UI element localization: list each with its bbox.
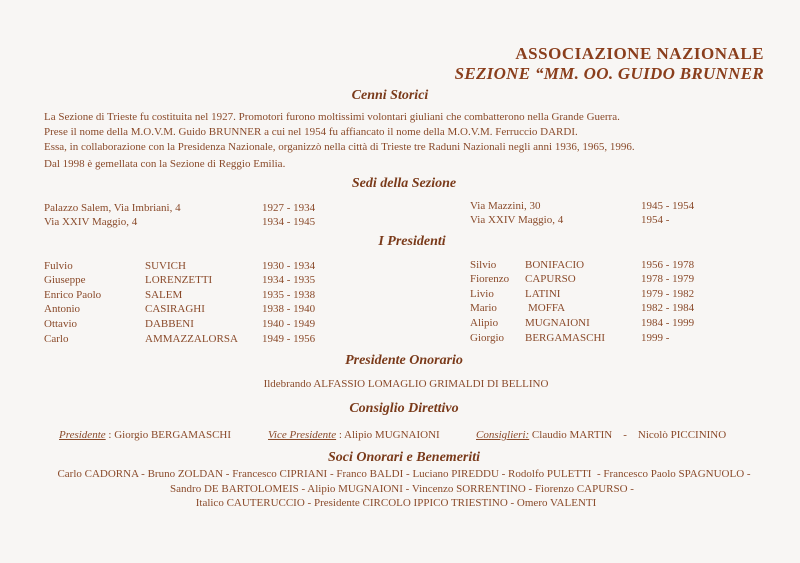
- cenni-line: Dal 1998 è gemellata con la Sezione di Reggio Emilia.: [44, 158, 286, 170]
- president-last: SALEM: [145, 289, 183, 301]
- sede-years: 1927 - 1934: [262, 202, 316, 214]
- cenni-line: La Sezione di Trieste fu costituita nel 1927. Promotori furono moltissimi volontari giuliani che combatterono nella Grande Guerra.: [44, 111, 620, 123]
- president-years: 1984 - 1999: [641, 317, 695, 329]
- president-first: Livio: [470, 288, 494, 300]
- vice-label: Vice Presidente: [268, 429, 337, 441]
- president-last: MOFFA: [528, 302, 566, 314]
- onorario-name: Ildebrando ALFASSIO LOMAGLIO GRIMALDI DI BELLINO: [263, 378, 549, 390]
- president-years: 1979 - 1982: [641, 288, 695, 300]
- sede-years: 1945 - 1954: [641, 200, 695, 212]
- president-first: Carlo: [44, 333, 69, 345]
- president-last: AMMAZZALORSA: [145, 333, 238, 345]
- president-first: Alipio: [470, 317, 499, 329]
- soci-line: Italico CAUTERUCCIO - Presidente CIRCOLO IPPICO TRIESTINO - Omero VALENTI: [195, 497, 597, 509]
- presidenti-title: I Presidenti: [378, 234, 446, 249]
- sede-place: Via XXIV Maggio, 4: [470, 214, 564, 226]
- onorario-title: Presidente Onorario: [345, 353, 463, 368]
- sede-years: 1934 - 1945: [262, 216, 316, 228]
- sede-place: Via Mazzini, 30: [470, 200, 541, 212]
- president-years: 1935 - 1938: [262, 289, 316, 301]
- sede-place: Palazzo Salem, Via Imbriani, 4: [44, 202, 181, 214]
- president-last: BONIFACIO: [525, 259, 585, 271]
- president-first: Silvio: [470, 259, 497, 271]
- president-first: Giuseppe: [44, 274, 86, 286]
- consiglio-presidente: [59, 429, 231, 441]
- president-years: 1982 - 1984: [641, 302, 695, 314]
- cenni-line: Essa, in collaborazione con la Presidenza Nazionale, organizzò nella città di Trieste tre Raduni Nazionali negli anni 1936, 1965, 1996.: [44, 141, 635, 153]
- president-first: Giorgio: [470, 332, 505, 344]
- president-years: 1949 - 1956: [262, 333, 316, 345]
- section-name: SEZIONE “MM. OO. GUIDO BRUNNER: [454, 64, 764, 83]
- cenni-line: Prese il nome della M.O.V.M. Guido BRUNNER a cui nel 1954 fu affiancato il nome della M.O.V.M. Ferruccio DARDI.: [44, 126, 578, 138]
- consiglio-title: Consiglio Direttivo: [349, 401, 459, 416]
- sede-place: Via XXIV Maggio, 4: [44, 216, 138, 228]
- president-years: 1938 - 1940: [262, 303, 316, 315]
- soci-line: Sandro DE BARTOLOMEIS - Alipio MUGNAIONI - Vincenzo SORRENTINO - Fiorenzo CAPURSO -: [170, 483, 634, 495]
- president-last: MUGNAIONI: [525, 317, 590, 329]
- presidente-name: : Giorgio BERGAMASCHI: [108, 429, 232, 441]
- vice-name: : Alipio MUGNAIONI: [338, 429, 440, 441]
- president-last: LATINI: [525, 288, 561, 300]
- president-last: CAPURSO: [525, 273, 576, 285]
- president-first: Fiorenzo: [470, 273, 510, 285]
- president-years: 1978 - 1979: [641, 273, 695, 285]
- sedi-title: Sedi della Sezione: [351, 176, 457, 191]
- president-last: DABBENI: [145, 318, 194, 330]
- president-first: Fulvio: [44, 260, 73, 272]
- president-last: CASIRAGHI: [145, 303, 205, 315]
- consiglio-consiglieri: [476, 429, 726, 441]
- president-years: 1940 - 1949: [262, 318, 316, 330]
- president-first: Ottavio: [44, 318, 77, 330]
- cenni-storici-title: Cenni Storici: [351, 88, 429, 103]
- president-last: BERGAMASCHI: [525, 332, 606, 344]
- consiglieri-names: Claudio MARTIN - Nicolò PICCININO: [531, 429, 727, 441]
- president-first: Mario: [470, 302, 497, 314]
- president-years: 1956 - 1978: [641, 259, 695, 271]
- president-years: 1930 - 1934: [262, 260, 316, 272]
- president-first: Enrico Paolo: [44, 289, 102, 301]
- consiglio-vice: [268, 429, 440, 441]
- consiglieri-label: Consiglieri:: [476, 429, 530, 441]
- president-years: 1999 -: [641, 332, 670, 344]
- soci-line: Carlo CADORNA - Bruno ZOLDAN - Francesco CIPRIANI - Franco BALDI - Luciano PIREDDU - Rodolfo PULETTI - Francesco Paolo SPAGNUOLO -: [57, 468, 751, 480]
- president-years: 1934 - 1935: [262, 274, 316, 286]
- president-last: SUVICH: [145, 260, 186, 272]
- cenni-storici-text: [44, 110, 744, 172]
- president-first: Antonio: [44, 303, 81, 315]
- sede-years: 1954 -: [641, 214, 670, 226]
- presidente-label: Presidente: [59, 429, 106, 441]
- soci-title: Soci Onorari e Benemeriti: [327, 450, 481, 465]
- president-last: LORENZETTI: [145, 274, 213, 286]
- association-title: ASSOCIAZIONE NAZIONALE: [515, 44, 764, 63]
